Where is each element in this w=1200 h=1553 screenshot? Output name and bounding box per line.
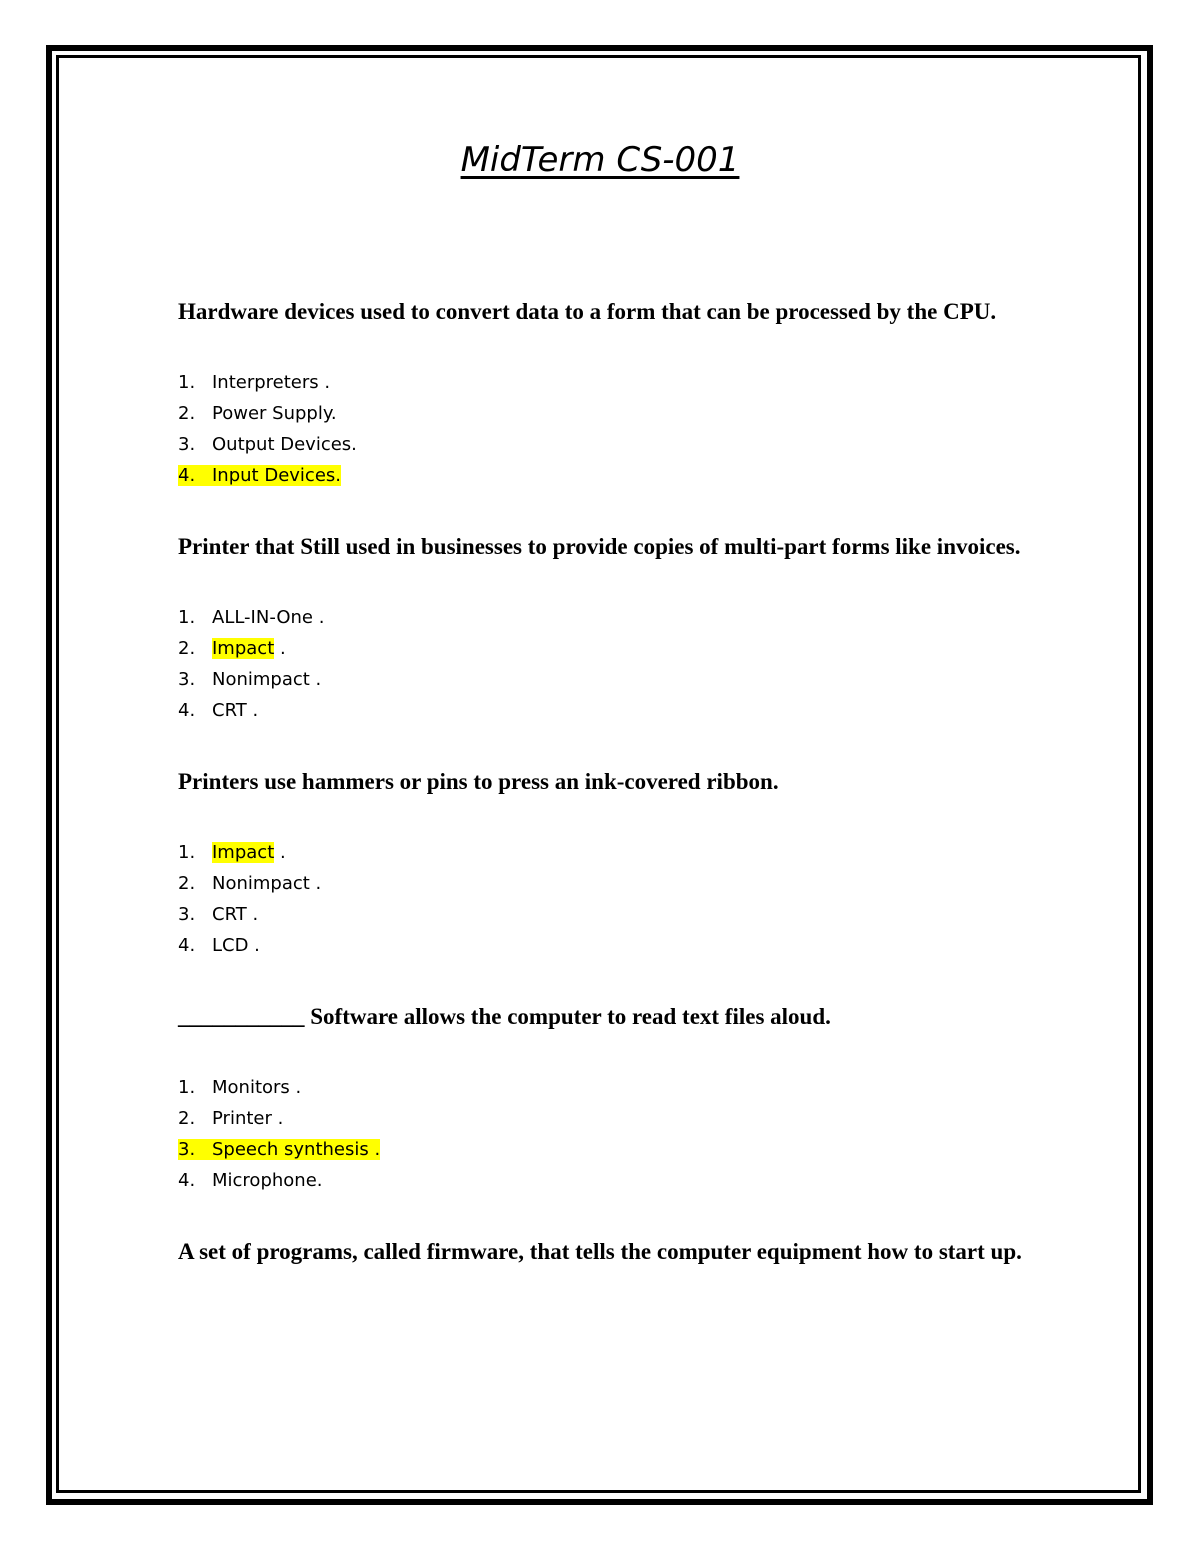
option-item bbox=[178, 602, 1038, 633]
option-number: 2. bbox=[178, 403, 196, 424]
option-number: 1. bbox=[178, 607, 196, 628]
option-suffix: . bbox=[274, 638, 286, 659]
option-number: 4. bbox=[178, 465, 196, 486]
option-text: Monitors . bbox=[212, 1077, 302, 1098]
option-number: 4. bbox=[178, 700, 196, 721]
option-list bbox=[178, 367, 1038, 491]
option-number: 4. bbox=[178, 935, 196, 956]
option-text: CRT . bbox=[212, 700, 259, 721]
option-number: 3. bbox=[178, 904, 196, 925]
option-item-highlighted bbox=[178, 460, 1038, 491]
option-suffix: . bbox=[274, 842, 286, 863]
option-item bbox=[178, 1165, 1038, 1196]
option-item bbox=[178, 868, 1038, 899]
option-number: 4. bbox=[178, 1170, 196, 1191]
answer-highlight: Impact bbox=[212, 842, 275, 863]
option-item bbox=[178, 899, 1038, 930]
question-list bbox=[178, 296, 1038, 1307]
question-text: Printers use hammers or pins to press an ink-covered ribbon. bbox=[178, 769, 779, 794]
option-text: ALL-IN-One . bbox=[212, 607, 325, 628]
option-number: 1. bbox=[178, 372, 196, 393]
option-item bbox=[178, 1072, 1038, 1103]
option-text: Output Devices. bbox=[212, 434, 357, 455]
option-number: 3. bbox=[178, 669, 196, 690]
option-text: Interpreters . bbox=[212, 372, 331, 393]
question-text: ___________ Software allows the computer to read text files aloud. bbox=[178, 1004, 831, 1029]
option-list bbox=[178, 1072, 1038, 1196]
option-number: 2. bbox=[178, 638, 196, 659]
option-text: Microphone. bbox=[212, 1170, 323, 1191]
answer-highlight bbox=[178, 465, 341, 486]
question-block-5 bbox=[178, 1236, 1038, 1267]
option-item bbox=[178, 429, 1038, 460]
option-text: Printer . bbox=[212, 1108, 284, 1129]
document-title: MidTerm CS-001 bbox=[460, 140, 740, 180]
option-item bbox=[178, 398, 1038, 429]
option-text: CRT . bbox=[212, 904, 259, 925]
option-number: 1. bbox=[178, 1077, 196, 1098]
question-block-4 bbox=[178, 1001, 1038, 1196]
option-item bbox=[178, 1103, 1038, 1134]
option-list bbox=[178, 837, 1038, 961]
answer-highlight: Impact bbox=[212, 638, 275, 659]
option-number: 2. bbox=[178, 873, 196, 894]
option-text: Nonimpact . bbox=[212, 669, 322, 690]
option-text: LCD . bbox=[212, 935, 260, 956]
option-item bbox=[178, 367, 1038, 398]
option-text: Power Supply. bbox=[212, 403, 337, 424]
question-block-3 bbox=[178, 766, 1038, 961]
option-item bbox=[178, 930, 1038, 961]
option-item bbox=[178, 695, 1038, 726]
question-text: Hardware devices used to convert data to a form that can be processed by the CPU. bbox=[178, 299, 997, 324]
option-item-highlighted bbox=[178, 633, 1038, 664]
option-list bbox=[178, 602, 1038, 726]
option-item-highlighted bbox=[178, 1134, 1038, 1165]
option-number: 3. bbox=[178, 1139, 196, 1160]
option-number: 3. bbox=[178, 434, 196, 455]
question-block-1 bbox=[178, 296, 1038, 491]
answer-highlight bbox=[178, 1139, 380, 1160]
option-item-highlighted bbox=[178, 837, 1038, 868]
question-text: A set of programs, called firmware, that tells the computer equipment how to start up. bbox=[178, 1239, 1022, 1264]
option-text: Input Devices. bbox=[212, 465, 341, 486]
question-text: Printer that Still used in businesses to provide copies of multi-part forms like invoices. bbox=[178, 534, 1021, 559]
option-number: 2. bbox=[178, 1108, 196, 1129]
option-text: Speech synthesis . bbox=[212, 1139, 381, 1160]
option-item bbox=[178, 664, 1038, 695]
option-text: Nonimpact . bbox=[212, 873, 322, 894]
option-number: 1. bbox=[178, 842, 196, 863]
question-block-2 bbox=[178, 531, 1038, 726]
